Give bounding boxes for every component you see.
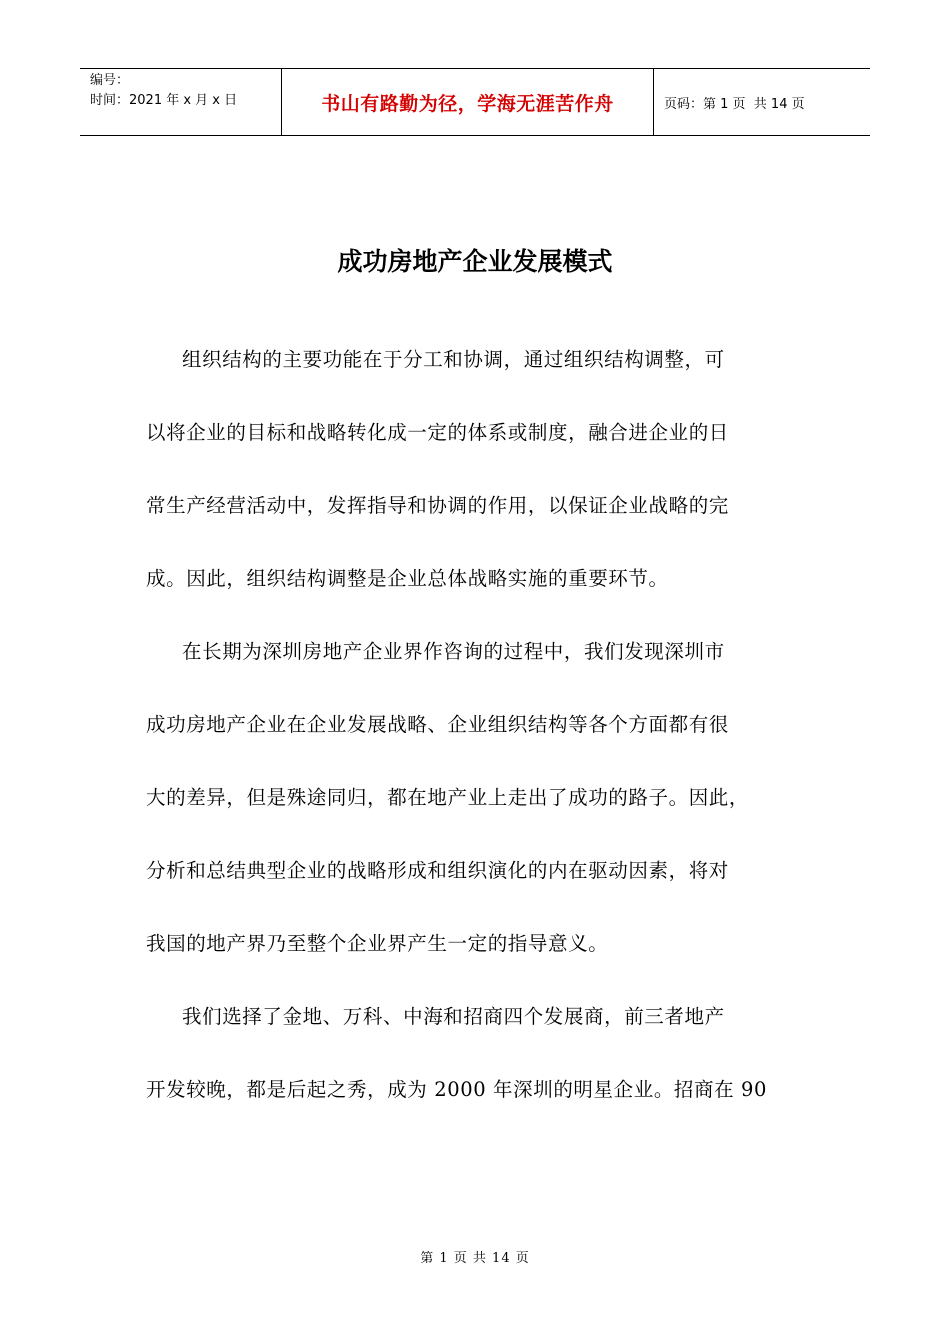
body-line: 我们选择了金地、万科、中海和招商四个发展商，前三者地产 [182, 1005, 725, 1028]
page-footer: 第 1 页 共 14 页 [420, 1251, 530, 1266]
body-line: 常生产经营活动中，发挥指导和协调的作用，以保证企业战略的完 [146, 494, 729, 517]
body-line: 开发较晚，都是后起之秀，成为 2000 年深圳的明星企业。招商在 90 [146, 1078, 768, 1101]
body-line: 组织结构的主要功能在于分工和协调，通过组织结构调整，可 [182, 348, 725, 371]
body-line: 在长期为深圳房地产企业界作咨询的过程中，我们发现深圳市 [182, 640, 725, 663]
body-line: 大的差异，但是殊途同归，都在地产业上走出了成功的路子。因此， [146, 786, 750, 809]
header-page-info-text: 页码：第 1 页 共 14 页 [664, 96, 805, 112]
body-line: 我国的地产界乃至整个企业界产生一定的指导意义。 [146, 932, 609, 955]
header-motto: 书山有路勤为径，学海无涯苦作舟 [281, 69, 654, 135]
document-title: 成功房地产企业发展模式 [337, 247, 613, 276]
body-line: 分析和总结典型企业的战略形成和组织演化的内在驱动因素，将对 [146, 859, 729, 882]
header-number-label: 编号： [90, 73, 130, 88]
header-page-info [654, 69, 870, 135]
header-date: 时间：2021 年 x 月 x 日 [90, 93, 238, 108]
body-line: 成功房地产企业在企业发展战略、企业组织结构等各个方面都有很 [146, 713, 729, 736]
document-body [146, 342, 806, 1145]
body-line: 以将企业的目标和战略转化成一定的体系或制度，融合进企业的日 [146, 421, 729, 444]
document-header [80, 68, 870, 136]
header-meta [80, 69, 281, 135]
body-line: 成。因此，组织结构调整是企业总体战略实施的重要环节。 [146, 567, 669, 590]
